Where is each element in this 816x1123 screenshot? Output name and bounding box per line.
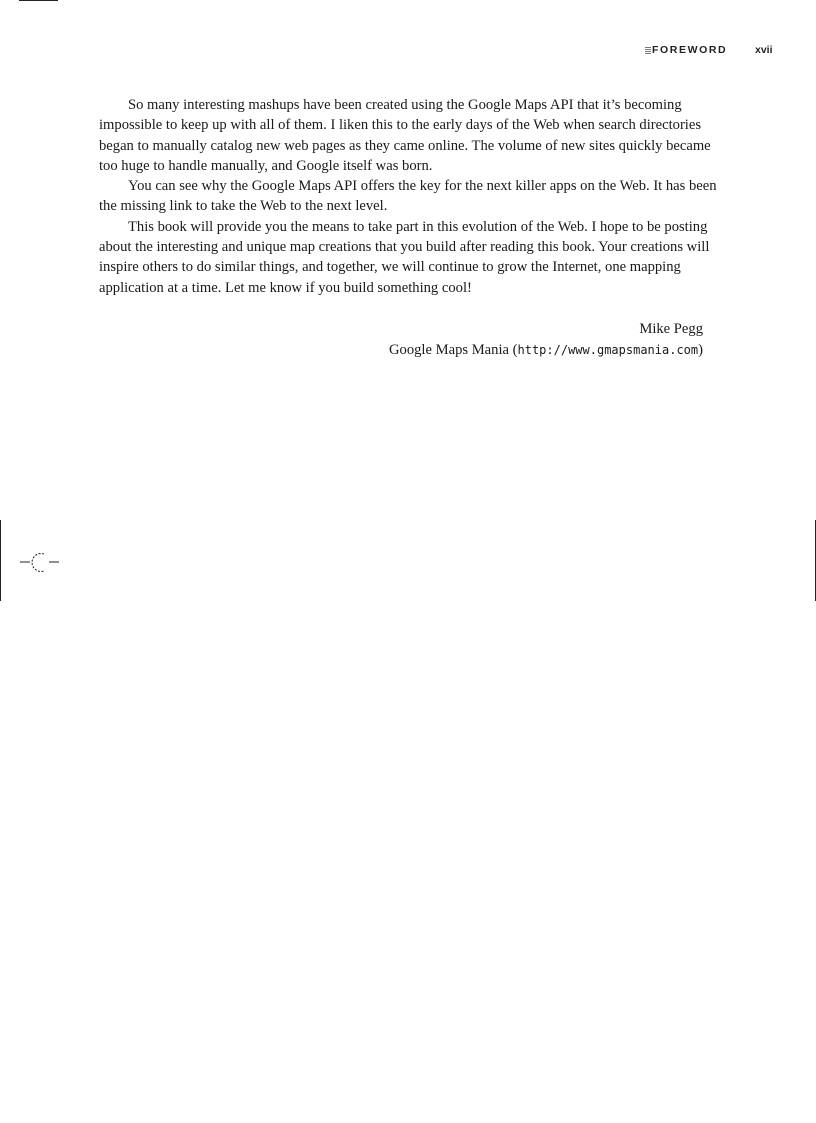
- author-name: Mike Pegg: [639, 321, 703, 337]
- paragraph: So many interesting mashups have been created using the Google Maps API that it’s becoming impossible to keep up with all of them. I liken this to the early days of the Web when search directories began to manually catalog new web pages as they came online. The volume of new sites quickly became too huge to handle manually, and Google itself was born.: [99, 97, 711, 174]
- affiliation: Google Maps Mania: [389, 342, 509, 358]
- website-url: http://www.gmapsmania.com: [517, 343, 699, 357]
- crop-mark-top: [19, 0, 58, 1]
- signature-block: [389, 319, 703, 361]
- running-head: [640, 44, 780, 58]
- page-number: xvii: [755, 44, 773, 56]
- section-marker-icon: [645, 46, 651, 54]
- crop-mark-left: [0, 520, 1, 601]
- section-title: FOREWORD: [652, 44, 728, 56]
- author-affiliation-line: Google Maps Mania (http://www.gmapsmania.com): [389, 342, 703, 358]
- foreword-body: [99, 95, 719, 298]
- paragraph: This book will provide you the means to take part in this evolution of the Web. I hope to be posting about the interesting and unique map creations that you build after reading this book. Your creations will inspire others to do similar things, and together, we will continue to grow the Internet, one mapping application at a time. Let me know if you build something cool!: [99, 218, 710, 296]
- paragraph: You can see why the Google Maps API offers the key for the next killer apps on the Web. It has been the missing link to take the Web to the next level.: [99, 178, 717, 215]
- registration-mark-icon: [18, 550, 62, 576]
